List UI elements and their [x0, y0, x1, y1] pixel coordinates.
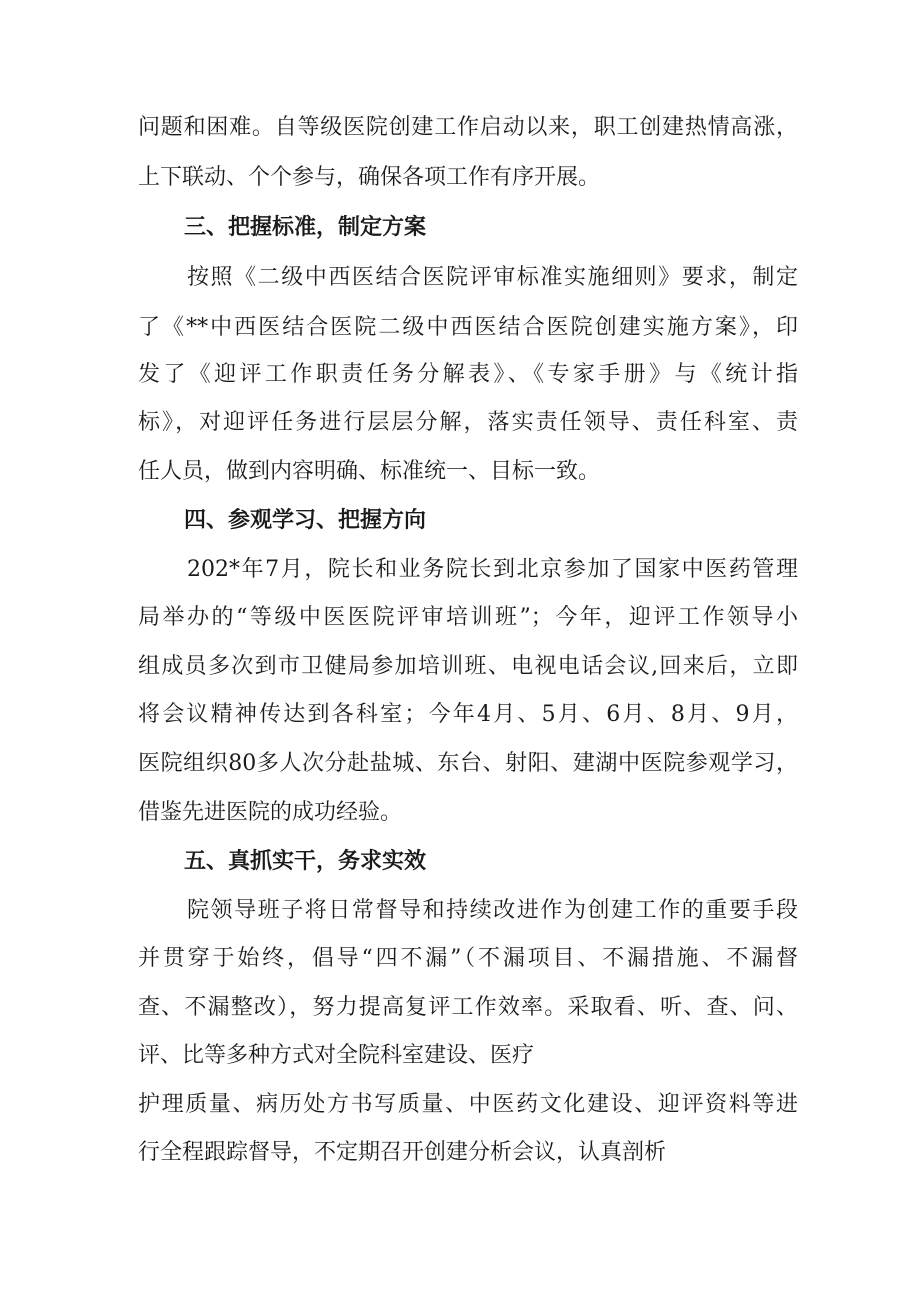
body-text-line: 查、不漏整改），努力提高复评工作效率。采取看、听、查、问、: [138, 995, 798, 1020]
body-text-line: 评、比等多种方式对全院科室建设、医疗: [138, 1043, 535, 1068]
body-text-line: 借鉴先进医院的成功经验。: [138, 800, 403, 825]
body-text-line: 组成员多次到市卫健局参加培训班、电视电话会议,回来后，立即: [138, 654, 798, 679]
body-text-line: 上下联动、个个参与，确保各项工作有序开展。: [138, 165, 601, 190]
section-heading: 四、参观学习、把握方向: [184, 508, 427, 533]
section-heading: 三、把握标准，制定方案: [184, 215, 427, 240]
body-text-line: 问题和困难。自等级医院创建工作启动以来，职工创建热情高涨，: [138, 115, 798, 140]
body-text-line: 局举办的“等级中医医院评审培训班”；今年，迎评工作领导小: [138, 605, 798, 630]
body-text-line: 医院组织80多人次分赴盐城、东台、射阳、建湖中医院参观学习，: [138, 751, 798, 776]
body-text-line: 并贯穿于始终，倡导“四不漏”（不漏项目、不漏措施、不漏督: [138, 946, 798, 971]
body-text-line: 将会议精神传达到各科室；今年4月、5月、6月、8月、9月，: [138, 702, 798, 727]
body-text-line: 行全程跟踪督导，不定期召开创建分析会议，认真剖析: [138, 1140, 667, 1165]
body-text-line: 202*年7月，院长和业务院长到北京参加了国家中医药管理: [187, 557, 798, 582]
body-text-line: 护理质量、病历处方书写质量、中医药文化建设、迎评资料等进: [138, 1092, 798, 1117]
section-heading: 五、真抓实干，务求实效: [184, 849, 427, 874]
body-text-line: 任人员，做到内容明确、标准统一、目标一致。: [138, 459, 601, 484]
body-text-line: 标》，对迎评任务进行层层分解，落实责任领导、责任科室、责: [138, 410, 798, 435]
body-text-line: 按照《二级中西医结合医院评审标准实施细则》要求，制定: [187, 265, 798, 290]
body-text-line: 了《**中西医结合医院二级中西医结合医院创建实施方案》，印: [138, 315, 798, 340]
body-text-line: 发了《迎评工作职责任务分解表》、《专家手册》与《统计指: [138, 362, 798, 387]
body-text-line: 院领导班子将日常督导和持续改进作为创建工作的重要手段: [187, 898, 798, 923]
